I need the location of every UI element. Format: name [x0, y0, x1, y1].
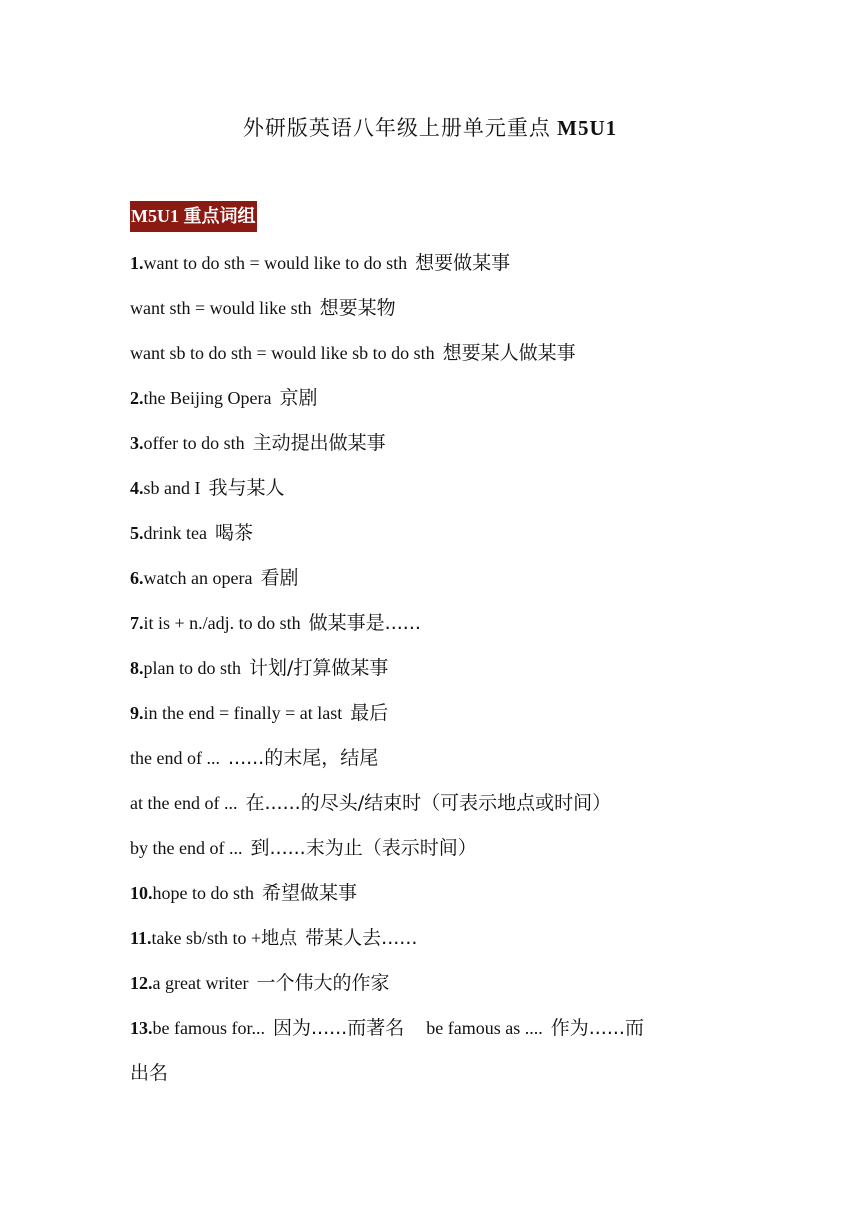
phrase-english-2: be famous as .... [426, 1018, 543, 1038]
phrase-line [130, 563, 730, 608]
phrase-number: 10. [130, 883, 153, 903]
phrase-chinese: 想要做某事 [415, 252, 511, 274]
phrase-chinese: 喝茶 [214, 522, 253, 544]
phrase-chinese: 在......的尽头/结束时（可表示地点或时间） [245, 792, 612, 814]
phrase-chinese-2: 作为......而 [550, 1017, 644, 1039]
phrase-english: the end of ... [130, 748, 220, 768]
phrase-line [130, 968, 730, 1013]
phrase-line [130, 698, 730, 743]
phrase-chinese: 我与某人 [208, 477, 285, 499]
phrase-chinese: 计划/打算做某事 [249, 657, 389, 679]
phrase-line [130, 338, 730, 383]
phrase-number: 9. [130, 703, 144, 723]
phrase-line [130, 473, 730, 518]
phrase-chinese: 最后 [350, 702, 389, 724]
phrase-english: take sb/sth to +地点 [151, 928, 298, 948]
phrase-chinese: 因为......而著名 [272, 1017, 405, 1039]
phrase-chinese: ......的末尾，结尾 [227, 747, 379, 769]
phrase-line [130, 293, 730, 338]
phrase-english: drink tea [143, 523, 207, 543]
phrase-line [130, 653, 730, 698]
phrase-english: by the end of ... [130, 838, 243, 858]
phrase-chinese: 京剧 [279, 387, 318, 409]
phrase-chinese: 希望做某事 [262, 882, 358, 904]
phrase-english: hope to do sth [152, 883, 254, 903]
phrase-chinese: 到......末为止（表示时间） [250, 837, 477, 859]
phrase-english: offer to do sth [143, 433, 245, 453]
phrase-english: want sb to do sth = would like sb to do sth [130, 343, 435, 363]
phrase-line [130, 383, 730, 428]
section-badge: M5U1 重点词组 [130, 201, 257, 232]
phrase-line [130, 923, 730, 968]
phrase-number: 11. [130, 928, 152, 948]
phrase-line [130, 743, 730, 788]
phrase-number: 6. [130, 568, 144, 588]
document-title [0, 113, 860, 143]
phrase-chinese: 带某人去...... [305, 927, 418, 949]
phrase-line [130, 833, 730, 878]
phrase-number: 7. [130, 613, 144, 633]
phrase-chinese: 做某事是...... [308, 612, 421, 634]
phrase-chinese: 想要某人做某事 [442, 342, 576, 364]
phrase-line [130, 428, 730, 473]
phrase-chinese-continued: 出名 [130, 1062, 169, 1084]
title-chinese: 外研版英语八年级上册单元重点 [242, 116, 558, 140]
phrase-chinese: 看剧 [260, 567, 299, 589]
phrase-english: a great writer [152, 973, 249, 993]
title-unit-code: M5U1 [557, 116, 618, 140]
phrase-number: 5. [130, 523, 144, 543]
phrase-english: at the end of ... [130, 793, 238, 813]
phrase-line [130, 878, 730, 923]
phrase-line [130, 248, 730, 293]
phrase-english: be famous for... [152, 1018, 265, 1038]
phrase-number: 8. [130, 658, 144, 678]
phrase-chinese: 想要某物 [319, 297, 396, 319]
phrase-english: plan to do sth [143, 658, 241, 678]
phrase-english: in the end = finally = at last [143, 703, 343, 723]
phrase-line [130, 608, 730, 653]
phrase-number: 4. [130, 478, 144, 498]
phrase-english: want sth = would like sth [130, 298, 312, 318]
phrase-english: sb and I [143, 478, 201, 498]
phrase-line [130, 788, 730, 833]
phrase-english: it is + n./adj. to do sth [143, 613, 301, 633]
phrase-line-13-continued [130, 1058, 730, 1103]
phrase-number: 2. [130, 388, 144, 408]
phrase-number: 1. [130, 253, 144, 273]
phrase-english: watch an opera [143, 568, 253, 588]
phrase-chinese: 主动提出做某事 [252, 432, 386, 454]
phrase-english: the Beijing Opera [143, 388, 272, 408]
phrase-number: 12. [130, 973, 153, 993]
phrase-line [130, 518, 730, 563]
phrase-chinese: 一个伟大的作家 [256, 972, 390, 994]
phrase-english: want to do sth = would like to do sth [143, 253, 408, 273]
phrase-line-13 [130, 1013, 730, 1058]
phrase-list [130, 248, 730, 1103]
phrase-number: 3. [130, 433, 144, 453]
phrase-number: 13. [130, 1018, 153, 1038]
